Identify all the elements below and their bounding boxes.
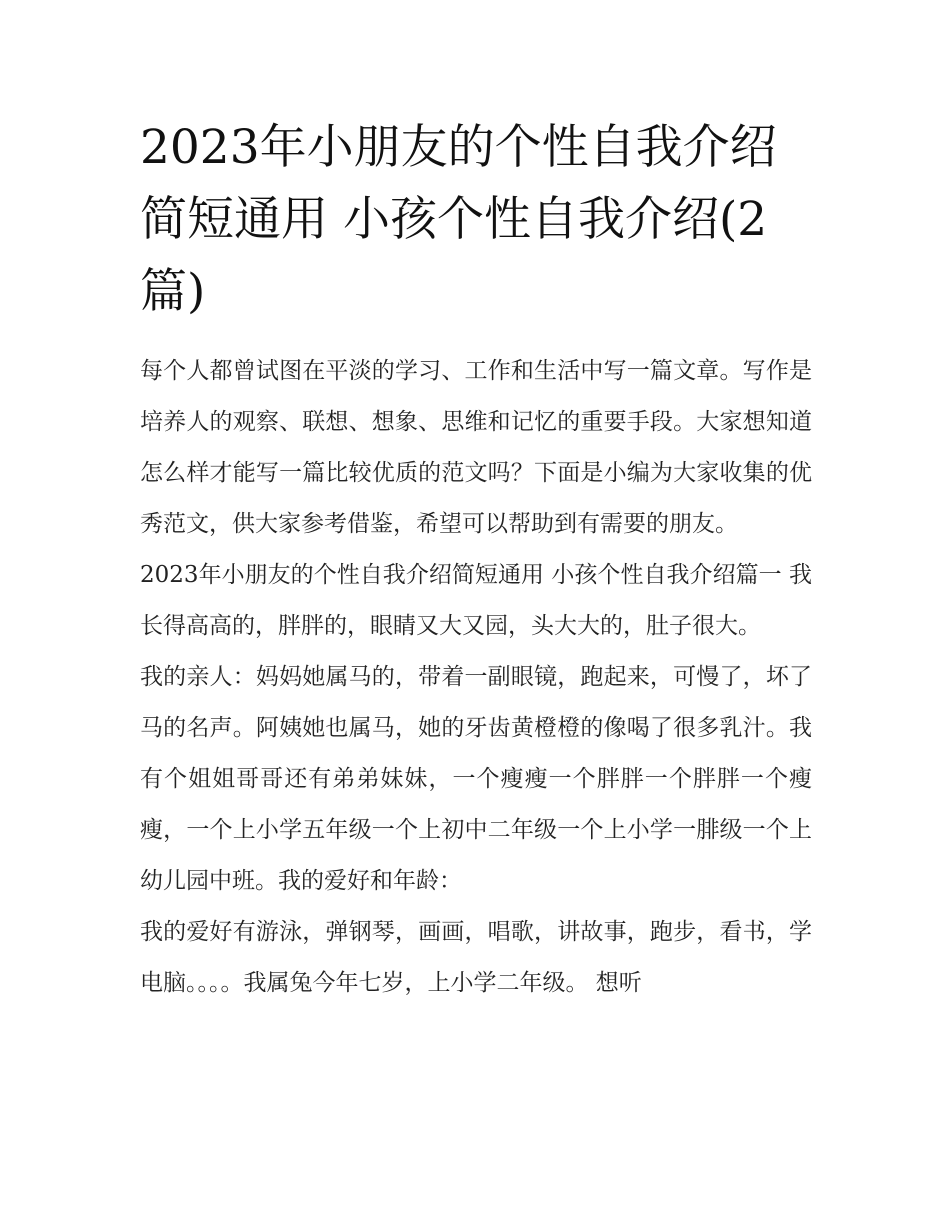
family-paragraph: 我的亲人：妈妈她属马的，带着一副眼镜，跑起来，可慢了，坏了马的名声。阿姨她也属马，她的牙齿黄橙橙的像喝了很多乳汁。我有个姐姐哥哥还有弟弟妹妹，一个瘦瘦一个胖胖一个胖胖一个瘦瘦，一个上小学五年级一个上初中二年级一个上小学一腓级一个上幼儿园中班。我的爱好和年龄： [140,664,812,894]
document-page [140,112,812,1009]
hobbies-paragraph: 我的爱好有游泳，弹钢琴，画画，唱歌，讲故事，跑步，看书，学电脑。。。。我属兔今年七岁，上小学二年级。 想听 [140,919,812,996]
section-heading-paragraph: 2023年小朋友的个性自我介绍简短通用 小孩个性自我介绍篇一 我长得高高的，胖胖的，眼睛又大又园，头大大的，肚子很大。 [140,562,812,639]
document-title: 2023年小朋友的个性自我介绍简短通用 小孩个性自我介绍(2篇) [140,120,777,319]
intro-paragraph: 每个人都曾试图在平淡的学习、工作和生活中写一篇文章。写作是培养人的观察、联想、想象、思维和记忆的重要手段。大家想知道怎么样才能写一篇比较优质的范文吗？下面是小编为大家收集的优秀范文，供大家参考借鉴，希望可以帮助到有需要的朋友。 [140,358,812,537]
